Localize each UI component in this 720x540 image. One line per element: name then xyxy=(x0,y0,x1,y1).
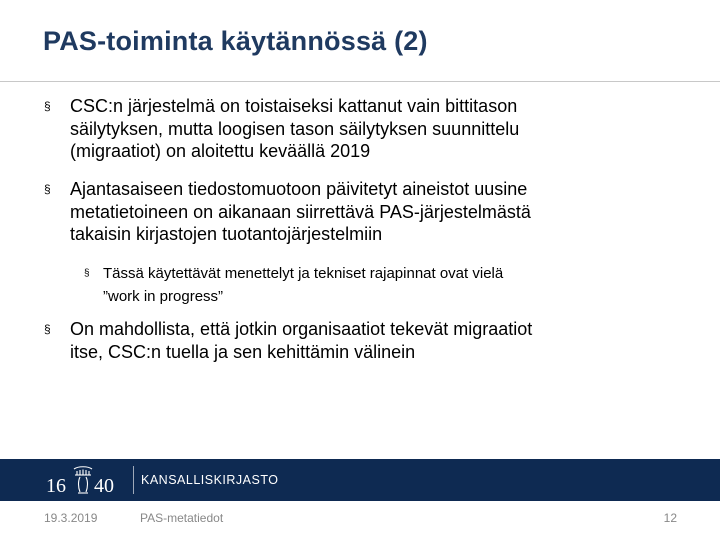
bullet-marker-icon: § xyxy=(44,322,51,336)
bullet-marker-icon: § xyxy=(44,182,51,196)
footer-topic: PAS-metatiedot xyxy=(140,511,224,525)
bullet-item xyxy=(44,178,531,246)
bullet-text: CSC:n järjestelmä on toistaiseksi kattanut vain bittitason säilytyksen, mutta loogisen tason säilytyksen suunnittelu (migraatiot) on aloitettu keväällä 2019 xyxy=(70,96,520,161)
bullet-item xyxy=(44,318,533,363)
logo-year-right: 40 xyxy=(94,475,114,497)
bullet-text: On mahdollista, että jotkin organisaatiot tekevät migraatiot itse, CSC:n tuella ja sen kehittämin välinein xyxy=(70,319,533,362)
sub-bullet-marker-icon: § xyxy=(84,268,90,279)
slide-title: PAS-toiminta käytännössä (2) xyxy=(43,26,428,56)
bullet-item xyxy=(44,95,520,163)
national-library-logo xyxy=(44,465,122,497)
logo-year-left: 16 xyxy=(46,475,66,497)
title-divider xyxy=(0,81,720,82)
logo-divider xyxy=(133,466,134,494)
footer-date: 19.3.2019 xyxy=(44,511,98,525)
bullet-marker-icon: § xyxy=(44,99,51,113)
footer-page-number: 12 xyxy=(663,511,677,525)
bullet-text: Ajantasaiseen tiedostomuotoon päivitetyt aineistot uusine metatietoineen on aikanaan siirrettävä PAS-järjestelmästä takaisin kirjastojen tuotantojärjestelmiin xyxy=(70,179,531,244)
sub-bullet-text: Tässä käytettävät menettelyt ja tekniset rajapinnat ovat vielä ”work in progress” xyxy=(103,265,504,305)
organization-name: KANSALLISKIRJASTO xyxy=(141,473,279,487)
sub-bullet-item xyxy=(84,262,504,308)
